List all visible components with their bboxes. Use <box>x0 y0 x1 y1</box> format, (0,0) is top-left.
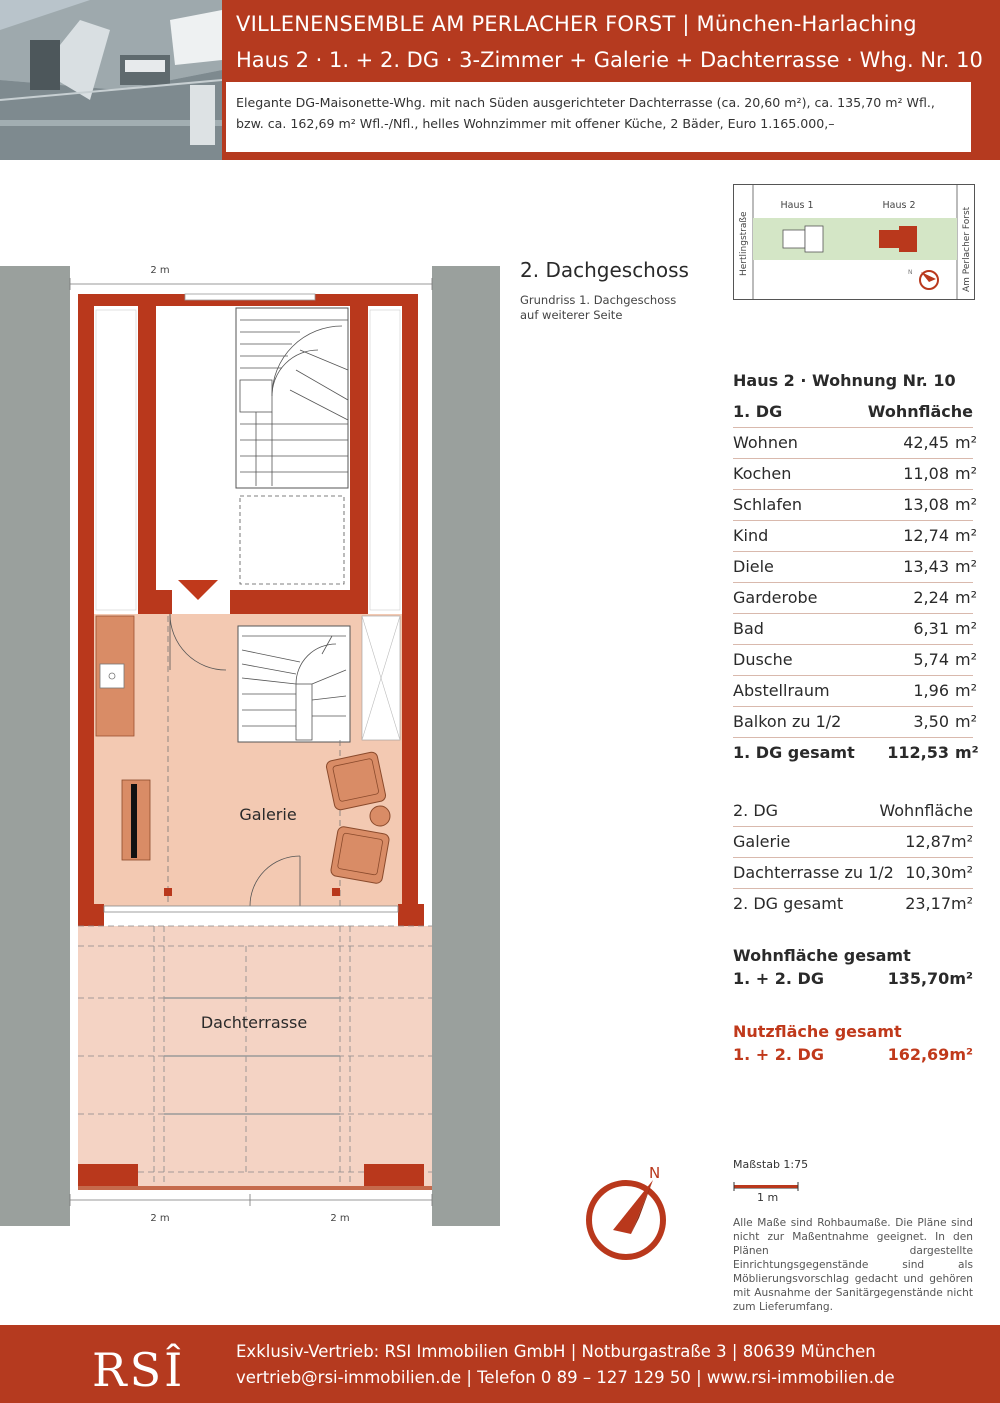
footer <box>0 1325 1000 1403</box>
dg1-total: 1. DG gesamt 112,53 m² <box>733 743 979 762</box>
neighbor-left <box>0 266 70 1226</box>
floor-plan <box>0 250 500 1240</box>
plan-note-line1: Grundriss 1. Dachgeschoss <box>520 293 677 307</box>
rooftop-terrace-image <box>0 0 222 160</box>
sink-icon <box>100 664 124 688</box>
plan-note <box>520 293 676 323</box>
tv-icon <box>131 784 137 858</box>
nutzflaeche-total: Nutzfläche gesamt 1. + 2. DG 162,69m² <box>733 1022 973 1064</box>
table-row <box>733 521 977 552</box>
table-row <box>733 459 977 490</box>
dim-bottom-right: 2 m <box>330 1213 350 1224</box>
plan-title: 2. Dachgeschoss <box>520 258 689 282</box>
row-value: 13,08 <box>903 495 949 514</box>
table-header-dg1: 1. DG Wohnfläche <box>733 397 973 428</box>
header-subtitle: Haus 2 · 1. + 2. DG · 3-Zimmer + Galerie + Dachterrasse · Whg. Nr. 10 <box>236 48 983 72</box>
site-haus2: Haus 2 <box>882 200 916 211</box>
svg-text:N: N <box>908 269 913 276</box>
plan-note-line2: auf weiterer Seite <box>520 308 623 322</box>
site-map <box>733 184 975 300</box>
row-value: 5,74 <box>913 650 949 669</box>
row-label: Kind <box>733 526 769 545</box>
row-unit: m² <box>951 863 973 882</box>
row-value: 11,08 <box>903 464 949 483</box>
row-unit: m² <box>955 557 977 576</box>
row-label: Dachterrasse zu 1/2 <box>733 863 894 882</box>
row-label: Schlafen <box>733 495 802 514</box>
table-heading: Haus 2 · Wohnung Nr. 10 <box>733 371 956 390</box>
row-label: Wohnen <box>733 433 798 452</box>
scale-label: Maßstab 1:75 <box>733 1158 809 1171</box>
header-title: VILLENENSEMBLE AM PERLACHER FORST | München-Harlaching <box>236 12 917 36</box>
site-street-left: Hertlingstraße <box>739 211 749 276</box>
rsi-logo: RSÎ <box>92 1343 186 1397</box>
site-haus1: Haus 1 <box>780 200 814 211</box>
row-unit: m² <box>955 526 977 545</box>
row-unit: m² <box>955 712 977 731</box>
compass-north-label: N <box>649 1164 661 1182</box>
row-label: Kochen <box>733 464 792 483</box>
table-row <box>733 858 973 889</box>
dg2-total: 2. DG gesamt 23,17m² <box>733 894 973 913</box>
wohnflaeche-total: Wohnfläche gesamt 1. + 2. DG 135,70m² <box>733 946 973 988</box>
dim-bottom-left: 2 m <box>150 1213 170 1224</box>
table-row <box>733 583 977 614</box>
dg2-rows <box>733 827 973 889</box>
table-row <box>733 645 977 676</box>
row-unit: m² <box>955 464 977 483</box>
row-unit: m² <box>955 619 977 638</box>
dg1-rows <box>733 428 977 738</box>
table-row <box>733 676 977 707</box>
row-unit: m² <box>955 588 977 607</box>
armchair-1 <box>325 751 386 811</box>
row-unit: m² <box>951 832 973 851</box>
table-row <box>733 490 977 521</box>
row-unit: m² <box>955 650 977 669</box>
row-value: 13,43 <box>903 557 949 576</box>
side-table <box>370 806 390 826</box>
footer-contact: vertrieb@rsi-immobilien.de | Telefon 0 89 – 127 129 50 | www.rsi-immobilien.de <box>236 1368 895 1387</box>
header-photo <box>0 0 222 160</box>
row-label: Garderobe <box>733 588 818 607</box>
table-row <box>733 827 973 858</box>
row-label: Galerie <box>733 832 791 851</box>
row-value: 6,31 <box>913 619 949 638</box>
area-table-dg2 <box>733 796 973 920</box>
table-row <box>733 552 977 583</box>
row-value: 12,87 <box>905 832 951 851</box>
row-unit: m² <box>955 495 977 514</box>
row-label: Diele <box>733 557 774 576</box>
scale-bar-label: 1 m <box>757 1191 779 1204</box>
row-value: 42,45 <box>903 433 949 452</box>
row-unit: m² <box>955 681 977 700</box>
armchair-2 <box>330 826 390 884</box>
table-row <box>733 614 977 645</box>
room-label-galerie: Galerie <box>239 805 297 824</box>
row-value: 12,74 <box>903 526 949 545</box>
neighbor-right <box>432 266 500 1226</box>
dim-top: 2 m <box>150 265 170 276</box>
row-label: Abstellraum <box>733 681 830 700</box>
row-value: 2,24 <box>913 588 949 607</box>
compass-icon <box>583 1160 673 1260</box>
header-description-box <box>226 82 971 152</box>
footer-address: Exklusiv-Vertrieb: RSI Immobilien GmbH | Notburgastraße 3 | 80639 München <box>236 1342 876 1361</box>
row-value: 1,96 <box>913 681 949 700</box>
disclaimer: Alle Maße sind Rohbaumaße. Die Pläne sind nicht zur Maßentnahme geeignet. In den Plänen dargestellte Einrichtungsgegenstände sind als Möblierungsvorschlag gedacht und gehören mit Ausnahme der Sanitärgegenstände nicht zum Lieferumfang. <box>733 1217 973 1313</box>
table-header-dg2: 2. DG Wohnfläche <box>733 796 973 827</box>
table-row <box>733 707 977 738</box>
site-street-right: Am Perlacher Forst <box>962 206 972 292</box>
area-table <box>733 366 979 769</box>
row-label: Bad <box>733 619 764 638</box>
room-label-dachterrasse: Dachterrasse <box>200 1013 308 1032</box>
row-label: Balkon zu 1/2 <box>733 712 842 731</box>
row-unit: m² <box>955 433 977 452</box>
header-description: Elegante DG-Maisonette-Whg. mit nach Süden ausgerichteter Dachterrasse (ca. 20,60 m²), ca. 135,70 m² Wfl., bzw. ca. 162,69 m² Wfl.-/Nfl., helles Wohnzimmer mit offener Küche, 2 Bäder, Euro 1.165.000,– <box>236 95 935 131</box>
row-value: 10,30 <box>905 863 951 882</box>
row-label: Dusche <box>733 650 793 669</box>
haus1-footprint <box>783 226 823 252</box>
row-value: 3,50 <box>913 712 949 731</box>
table-row <box>733 428 977 459</box>
